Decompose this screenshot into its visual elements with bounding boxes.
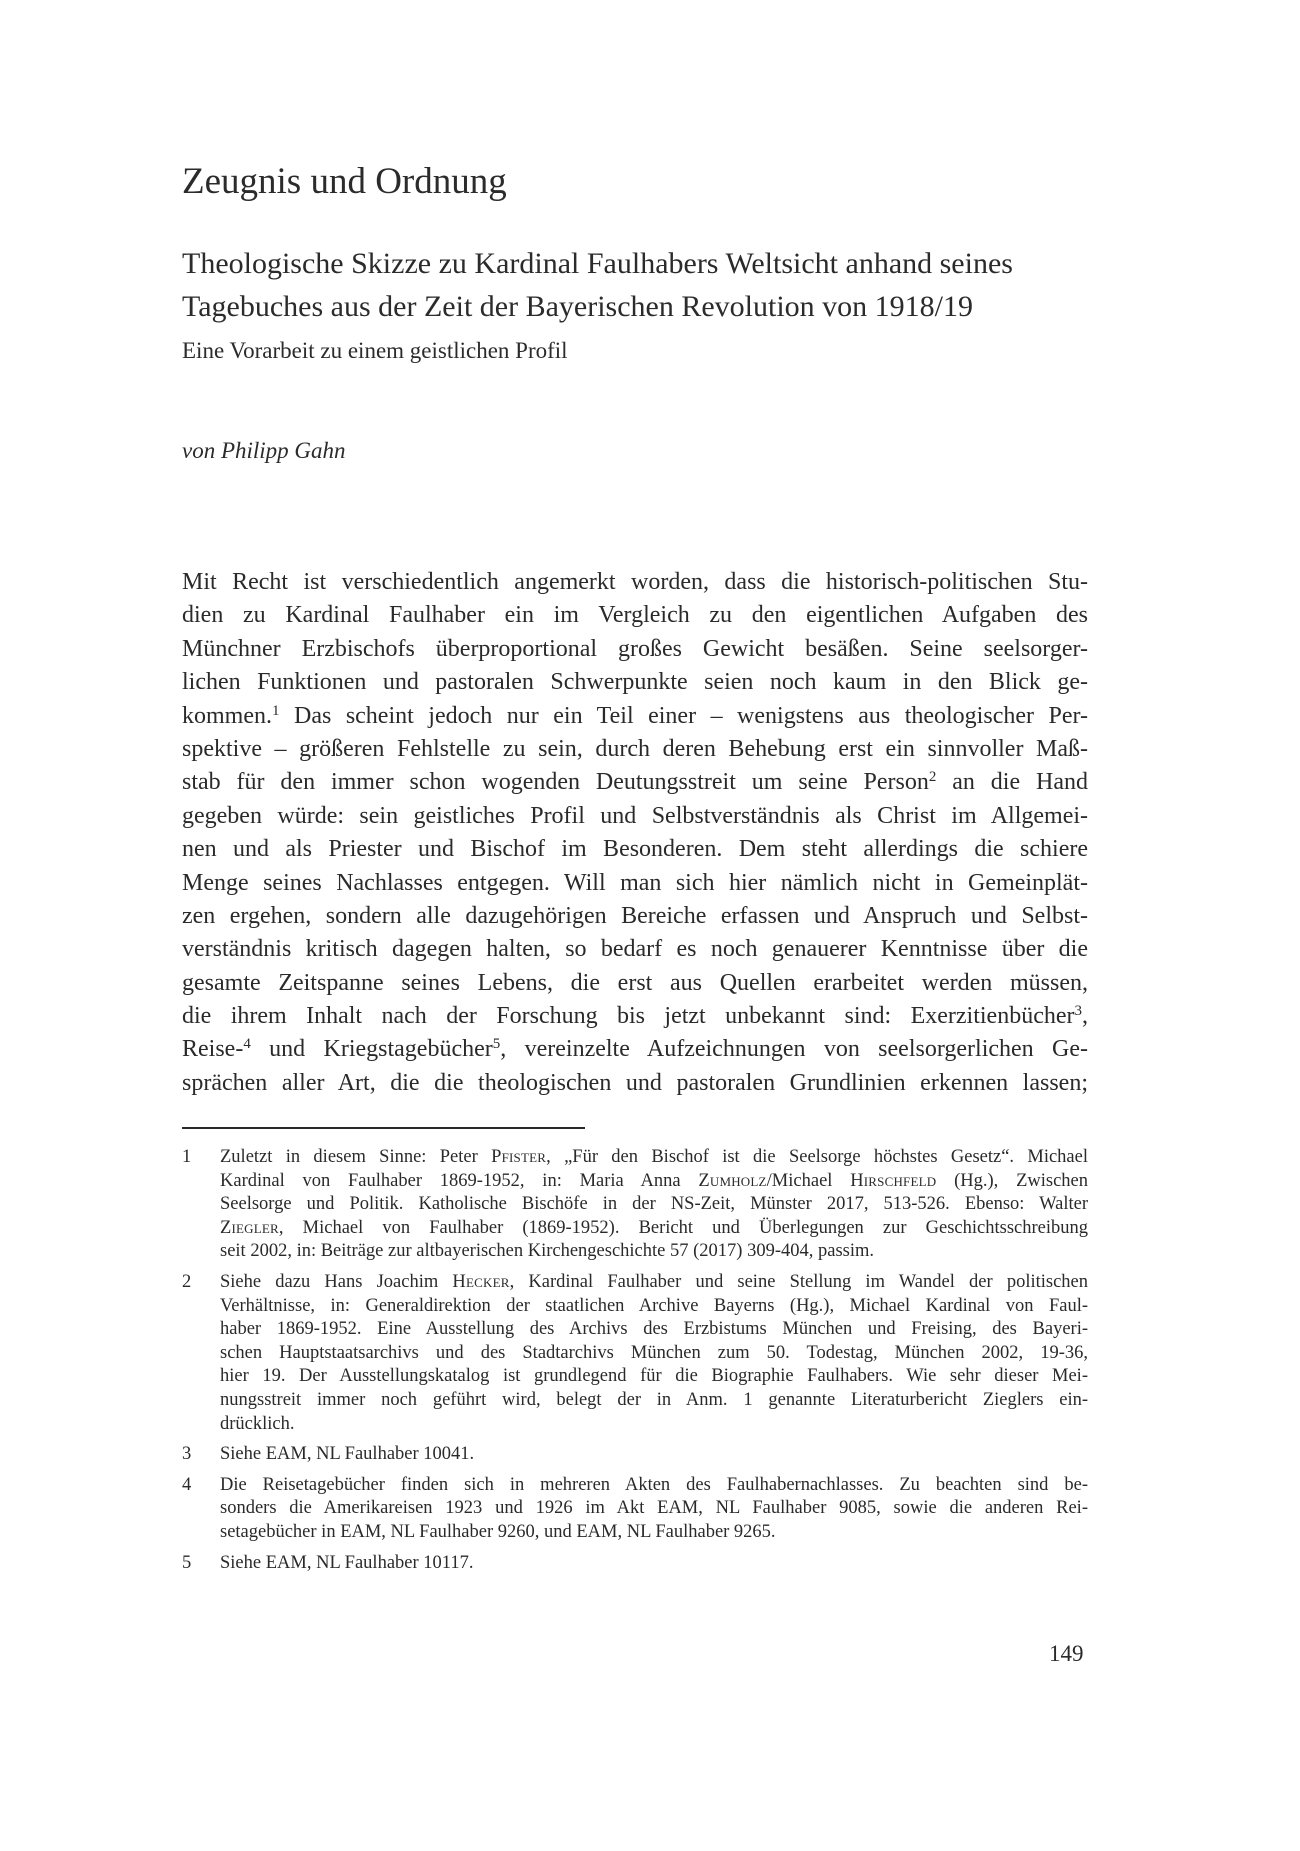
footnote-3: [182, 1443, 1088, 1467]
footnote-line: [220, 1146, 1088, 1170]
body-text-fragment: und Kriegstagebücher: [250, 1036, 493, 1063]
footnote-text: Siehe dazu Hans Joachim: [220, 1271, 453, 1292]
article-author: von Philipp Gahn: [182, 438, 346, 463]
footnote-text: Zuletzt in diesem Sinne: Peter: [220, 1147, 492, 1167]
article-title: Zeugnis und Ordnung: [182, 161, 507, 202]
subtitle-line-2: Tagebuches aus der Zeit der Bayerischen Revolution von 1918/19: [182, 290, 974, 323]
body-line: gegeben würde: sein geistliches Profil und Selbstverständnis als Christ im Allgemei-: [182, 802, 1088, 829]
body-line: sprächen aller Art, die die theologischen und pastoralen Grundlinien erkennen lassen;: [182, 1069, 1088, 1096]
footnote-ref-1[interactable]: 1: [272, 702, 280, 719]
body-text-fragment: ,: [1082, 1003, 1088, 1030]
body-text-fragment: an die Hand: [936, 769, 1088, 796]
author-name: Zumholz: [698, 1170, 767, 1191]
body-line: Menge seines Nachlasses entgegen. Will man sich hier nämlich nicht in Gemeinplät-: [182, 869, 1088, 896]
footnote-ref-5[interactable]: 5: [492, 1036, 501, 1053]
footnote-2: [182, 1271, 1088, 1436]
body-line: [182, 1000, 1088, 1033]
footnote-line: hier 19. Der Ausstellungskatalog ist grundlegend für die Biographie Faulhabers. Wie sehr dieser Mei-: [220, 1366, 1088, 1387]
footnote-line: haber 1869-1952. Eine Ausstellung des Archivs des Erzbistums München und Freising, des Bayeri-: [220, 1319, 1088, 1340]
footnote-separator: [182, 1127, 585, 1129]
body-text-fragment: stab für den immer schon wogenden Deutungsstreit um seine Person: [182, 769, 929, 796]
body-paragraph: [182, 566, 1088, 1100]
footnote-line: [220, 1271, 1088, 1295]
body-text-fragment: die ihrem Inhalt nach der Forschung bis jetzt unbekannt sind: Exerzitienbücher: [182, 1003, 1075, 1030]
footnote-text: , Michael von Faulhaber (1869-1952). Bericht und Überlegungen zur Geschichtsschreibung: [278, 1217, 1088, 1238]
footnotes: [182, 1146, 1088, 1582]
footnote-line: schen Hauptstaatsarchivs und des Stadtarchivs München zum 50. Todestag, München 2002, 19-36,: [220, 1342, 1088, 1363]
article-subsubtitle: Eine Vorarbeit zu einem geistlichen Profil: [182, 338, 568, 363]
body-text-fragment: Das scheint jedoch nur ein Teil einer – wenigstens aus theologischer Per-: [279, 702, 1088, 729]
footnote-ref-3[interactable]: 3: [1074, 1003, 1082, 1020]
footnote-line: Verhältnisse, in: Generaldirektion der staatlichen Archive Bayerns (Hg.), Michael Kardinal von Faul-: [220, 1295, 1088, 1316]
body-line: gesamte Zeitspanne seines Lebens, die erst aus Quellen erarbeitet werden müssen,: [182, 969, 1088, 996]
body-line: [182, 766, 1088, 799]
footnote-line: Seelsorge und Politik. Katholische Bischöfe in der NS-Zeit, Münster 2017, 513-526. Ebenso: Walter: [220, 1194, 1088, 1215]
footnote-text: , Kardinal Faulhaber und seine Stellung im Wandel der politischen: [509, 1271, 1089, 1292]
footnote-1: [182, 1146, 1088, 1264]
footnote-number: 3: [182, 1444, 192, 1465]
author-name: Hecker: [452, 1271, 510, 1292]
body-line: zen ergehen, sondern alle dazugehörigen Bereiche erfassen und Anspruch und Selbst-: [182, 902, 1088, 929]
footnote-number: 5: [182, 1552, 192, 1573]
author-name: Hirschfeld: [850, 1170, 937, 1191]
footnote-5: [182, 1552, 1088, 1576]
author-name: Pfister: [491, 1147, 547, 1167]
footnote-line: nungsstreit immer noch geführt wird, belegt der in Anm. 1 genannte Literaturbericht Zieglers ein-: [220, 1389, 1088, 1410]
body-line: Mit Recht ist verschiedentlich angemerkt worden, dass die historisch-politischen Stu-: [182, 569, 1088, 595]
footnote-number: 4: [182, 1474, 192, 1495]
footnote-number: 1: [182, 1147, 192, 1167]
body-text-fragment: , vereinzelte Aufzeichnungen von seelsorgerlichen Ge-: [500, 1036, 1088, 1063]
body-line: [182, 700, 1088, 733]
footnote-ref-2[interactable]: 2: [928, 769, 937, 786]
article-subtitle: [182, 242, 1112, 328]
footnote-line: Siehe EAM, NL Faulhaber 10041.: [220, 1444, 475, 1465]
footnote-ref-4[interactable]: 4: [243, 1036, 251, 1053]
footnote-text: /Michael: [766, 1170, 851, 1191]
footnote-text: Kardinal von Faulhaber 1869-1952, in: Maria Anna: [220, 1170, 699, 1191]
author-name: Ziegler: [220, 1217, 279, 1238]
footnote-line: seit 2002, in: Beiträge zur altbayerischen Kirchengeschichte 57 (2017) 309-404, passim.: [220, 1241, 874, 1262]
footnote-4: [182, 1474, 1088, 1545]
footnote-number: 2: [182, 1271, 192, 1292]
footnote-text: , „Für den Bischof ist die Seelsorge höchstes Gesetz“. Michael: [546, 1147, 1088, 1167]
footnote-line: setagebücher in EAM, NL Faulhaber 9260, und EAM, NL Faulhaber 9265.: [220, 1521, 776, 1542]
page-number: 149: [1049, 1641, 1084, 1666]
body-line: dien zu Kardinal Faulhaber ein im Vergleich zu den eigentlichen Aufgaben des: [182, 602, 1088, 629]
subtitle-line-1: Theologische Skizze zu Kardinal Faulhabers Weltsicht anhand seines: [182, 247, 1013, 280]
footnote-line: [220, 1217, 1088, 1241]
footnote-text: (Hg.), Zwischen: [936, 1170, 1088, 1191]
body-line: nen und als Priester und Bischof im Besonderen. Dem steht allerdings die schiere: [182, 836, 1088, 863]
body-line: spektive – größeren Fehlstelle zu sein, durch deren Behebung erst ein sinnvoller Maß-: [182, 735, 1088, 762]
body-line: [182, 1033, 1088, 1066]
footnote-line: sonders die Amerikareisen 1923 und 1926 im Akt EAM, NL Faulhaber 9085, sowie die anderen Rei-: [220, 1498, 1088, 1519]
footnote-line: Siehe EAM, NL Faulhaber 10117.: [220, 1552, 474, 1573]
body-line: Münchner Erzbischofs überproportional großes Gewicht besäßen. Seine seelsorger-: [182, 635, 1088, 662]
footnote-line: [220, 1170, 1088, 1194]
body-line: verständnis kritisch dagegen halten, so bedarf es noch genauerer Kenntnisse über die: [182, 936, 1088, 963]
footnote-line: Die Reisetagebücher finden sich in mehreren Akten des Faulhabernachlasses. Zu beachten sind be-: [220, 1474, 1088, 1495]
footnote-line: drücklich.: [220, 1413, 295, 1434]
body-text-fragment: kommen.: [182, 702, 272, 729]
body-text-fragment: Reise-: [182, 1036, 244, 1063]
body-line: lichen Funktionen und pastoralen Schwerpunkte seien noch kaum in den Blick ge-: [182, 669, 1088, 696]
